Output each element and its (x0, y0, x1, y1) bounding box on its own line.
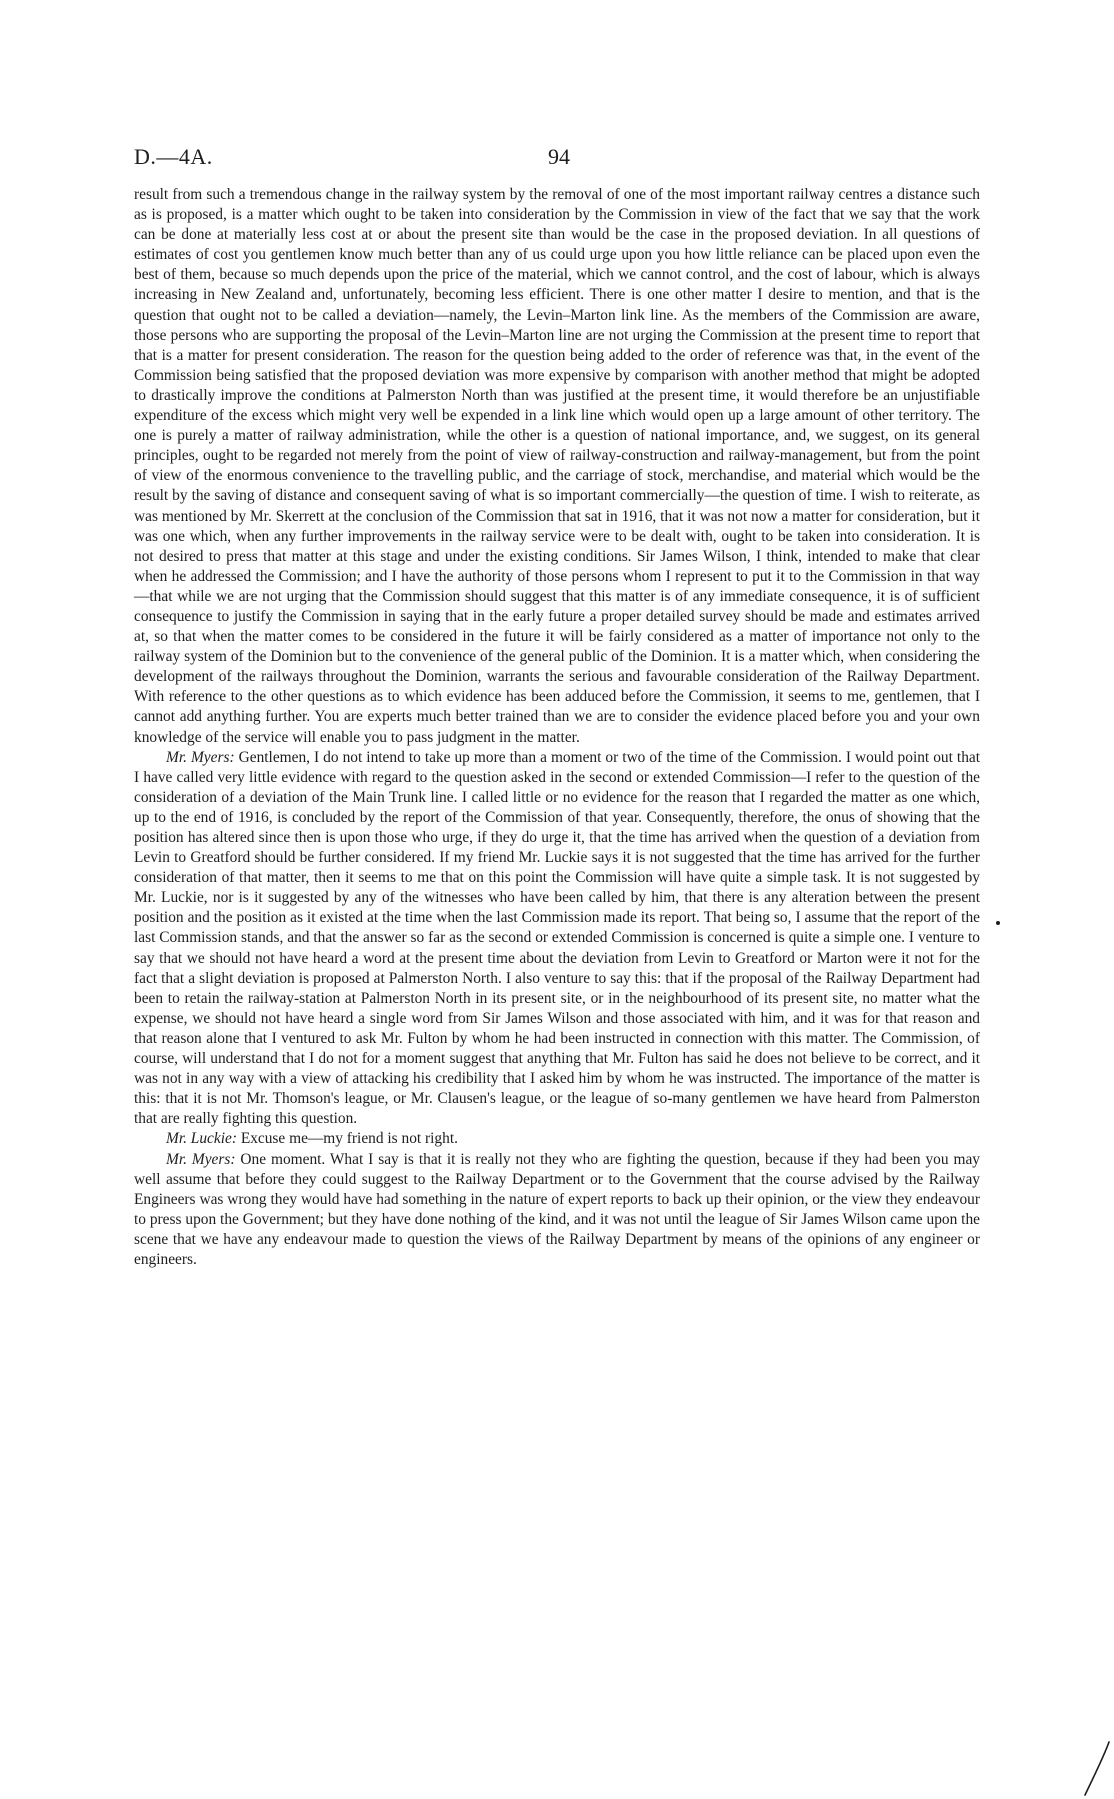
corner-pencil-mark (1082, 1740, 1112, 1798)
paragraph: result from such a tremendous change in the railway system by the removal of one of the most important railway centres a distance such as is proposed, is a matter which ought to be taken into consideration by the Commission in view of the fact that we say that the work can be done at materially less cost at or about the present site than would be the case in the proposed deviation. In all questions of estimates of cost you gentlemen know much better than any of us could urge upon you how little reliance can be placed upon even the best of them, because so much depends upon the price of the material, which we cannot control, and the cost of labour, which is always increasing in New Zealand and, unfortunately, becoming less efficient. There is one other matter I desire to mention, and that is the question that ought not to be called a deviation—namely, the Levin–Marton link line. As the members of the Commission are aware, those persons who are supporting the proposal of the Levin–Marton line are not urging the Commission at the present time to report that that is a matter for present consideration. The reason for the question being added to the order of reference was that, in the event of the Commission being satisfied that the proposed deviation was more expensive by comparison with another method that might be adopted to drastically improve the conditions at Palmerston North than was justified at the present time, it would therefore be an unjustifiable expenditure of the excess which might very well be expended in a link line which would open up a large amount of other territory. The one is purely a matter of railway administration, while the other is a question of national importance, and, we suggest, on its general principles, ought to be regarded not merely from the point of view of railway-construction and railway-management, but from the point of view of the enormous convenience to the travelling public, and the carriage of stock, merchandise, and material which would be the result by the saving of distance and consequent saving of what is so important commercially—the question of time. I wish to reiterate, as was mentioned by Mr. Skerrett at the conclusion of the Commission that sat in 1916, that it was not now a matter for consideration, but it was one which, when any further improvements in the railway service were to be dealt with, ought to be taken into consideration. It is not desired to press that matter at this stage and under the existing conditions. Sir James Wilson, I think, intended to make that clear when he addressed the Commission; and I have the authority of those persons whom I represent to put it to the Commission in that way—that while we are not urging that the Commission should suggest that this matter is of any immediate consequence, it is of sufficient consequence to justify the Commission in saying that in the early future a proper detailed survey should be made and estimates arrived at, so that when the matter comes to be considered in the future it will be fairly considered as a matter of importance not only to the railway system of the Dominion but to the convenience of the general public of the Dominion. It is a matter which, when considering the development of the railways throughout the Dominion, warrants the serious and favourable consideration of the Railway Department. With reference to the other questions as to which evidence has been adduced before the Commission, it seems to me, gentlemen, that I cannot add anything further. You are experts much better trained than we are to consider the evidence placed before you and your own knowledge of the service will enable you to pass judgment in the matter. (134, 186, 980, 746)
speaker-name: Mr. Luckie: (166, 1130, 237, 1148)
paragraph (134, 1129, 980, 1149)
speech-text: Gentlemen, I do not intend to take up more than a moment or two of the time of the Commission. I would point out that I have called very little evidence with regard to the question asked in the second or extended Commission—I refer to the question of the consideration of a deviation of the Main Trunk line. I called little or no evidence for the reason that I regarded the matter as one which, up to the end of 1916, is concluded by the report of the Commission of that year. Consequently, therefore, the onus of showing that the position has altered since then is upon those who urge, if they do urge it, that the time has arrived when the question of a deviation from Levin to Greatford should be further considered. If my friend Mr. Luckie says it is not suggested that the time has arrived for the further consideration of that matter, then it seems to me that on this point the Commission will have quite a simple task. It is not suggested by Mr. Luckie, nor is it suggested by any of the witnesses who have been called by him, that there is any alteration between the present position and the position as it existed at the time when the last Commission made its report. That being so, I assume that the report of the last Commission stands, and that the answer so far as the second or extended Commission is concerned is quite a simple one. I venture to say that we should not have heard a word at the present time about the deviation from Levin to Greatford or Marton were it not for the fact that a slight deviation is proposed at Palmerston North. I also venture to say this: that if the proposal of the Railway Department had been to retain the railway-station at Palmerston North in its present site, or in the neighbourhood of its present site, no matter what the expense, we should not have heard a single word from Sir James Wilson and those associated with him, and it was for that reason and that reason alone that I ventured to ask Mr. Fulton by whom he had been instructed in connection with this matter. The Commission, of course, will understand that I do not for a moment suggest that anything that Mr. Fulton has said he does not believe to be correct, and it was not in any way with a view of attacking his credibility that I asked him by whom he was instructed. The importance of the matter is this: that it is not Mr. Thomson's league, or Mr. Clausen's league, or the league of so-many gentlemen we have heard from Palmerston that are really fighting this question. (134, 748, 980, 1128)
speaker-name: Mr. Myers: (166, 748, 235, 766)
speech-text: One moment. What I say is that it is really not they who are fighting the question, because if they had been you may well assume that before they could suggest to the Railway Department or to the Government that the course advised by the Railway Engineers was wrong they would have had something in the nature of expert reports to back up their opinion, or the view they endeavour to press upon the Government; but they have done nothing of the kind, and it was not until the league of Sir James Wilson came upon the scene that we have any endeavour made to question the views of the Railway Department by means of the opinions of any engineer or engineers. (134, 1150, 980, 1268)
speech-text: Excuse me—my friend is not right. (240, 1130, 458, 1148)
stray-ink-dot (996, 921, 1000, 925)
page-header (134, 144, 980, 174)
paragraph (134, 1150, 980, 1271)
document-code: D.—4A. (134, 144, 213, 169)
paragraph (134, 748, 980, 1130)
page-body (134, 185, 980, 1270)
speaker-name: Mr. Myers: (166, 1150, 236, 1168)
page-number: 94 (548, 144, 570, 169)
